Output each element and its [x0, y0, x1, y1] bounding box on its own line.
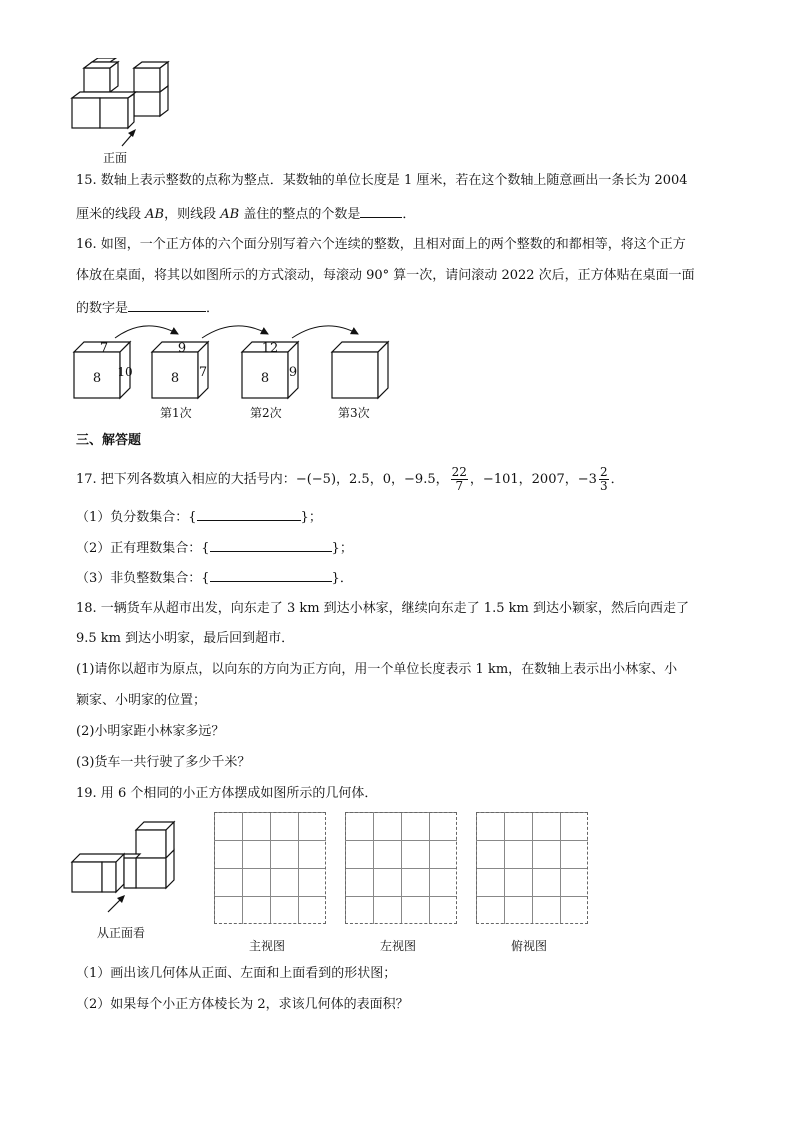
q17-item-5: −101: [482, 472, 519, 487]
grid-label-left: 左视图: [380, 939, 417, 953]
q17-part2: [76, 537, 353, 558]
q19-line1: 19. 用 6 个相同的小正方体摆成如图所示的几何体．: [76, 786, 378, 801]
q15-text-b: ，则线段: [164, 207, 221, 222]
q15-var-ab-2: AB: [220, 207, 240, 222]
cube-3-side: 9: [288, 365, 298, 380]
frac-den: 7: [455, 479, 464, 493]
q17-p3-blank[interactable]: [210, 567, 332, 582]
q17-item-2: 2.5: [349, 472, 370, 487]
sep: ，: [435, 472, 449, 487]
top-view-grid[interactable]: [476, 812, 588, 924]
q15-answer-blank[interactable]: [360, 203, 402, 218]
q17-p1-label: （1）负分数集合：{: [76, 510, 197, 525]
grid-label-top: 俯视图: [511, 939, 548, 953]
q17-fraction: [451, 466, 468, 493]
cube-stack-figure-q14: [70, 58, 180, 158]
sep: ，: [518, 472, 532, 487]
cube-stack-figure-q19: [70, 818, 190, 918]
sep: ，: [564, 472, 578, 487]
q17-p2-end: }；: [331, 541, 353, 556]
sep: ，: [369, 472, 383, 487]
q16-line1: 16. 如图，一个正方体的六个面分别写着六个连续的整数，且相对面上的两个整数的和都相等，将这个正方: [76, 237, 686, 252]
cube-1-top: 7: [99, 341, 109, 356]
q17-p1-blank[interactable]: [197, 506, 301, 521]
cube-3-top: 12: [261, 341, 279, 356]
grid-label-front: 主视图: [249, 939, 286, 953]
q15-line1: 15. 数轴上表示整数的点称为整点．某数轴的单位长度是 1 厘米，若在这个数轴上随意画出一条长为 2004: [76, 173, 688, 188]
sep: ，: [336, 472, 350, 487]
q17-item-3: 0: [382, 472, 392, 487]
cube-4: [332, 342, 388, 398]
q17-item-1: −(−5): [295, 472, 337, 487]
q17-mixed-whole: −3: [577, 472, 597, 487]
q19-part1: （1）画出该几何体从正面、左面和上面看到的形状图；: [76, 966, 397, 981]
front-view-grid[interactable]: [214, 812, 326, 924]
cube-1-side: 10: [117, 365, 133, 379]
q15-text-a: 厘米的线段: [76, 207, 146, 222]
q18-line2: 9.5 km 到达小明家，最后回到超市．: [76, 631, 295, 646]
q17-line: [76, 465, 624, 495]
q17-p3-label: （3）非负整数集合：{: [76, 571, 210, 586]
q15-text-c: 盖住的整点的个数是: [239, 207, 361, 222]
q18-sub1-line2: 颖家、小明家的位置；: [76, 693, 207, 708]
q17-p1-end: }；: [300, 510, 322, 525]
q17-item-6: 2007: [531, 472, 565, 487]
sep: ，: [469, 472, 483, 487]
caption-roll-1: 第1次: [160, 406, 192, 420]
q15-end: ．: [402, 207, 416, 222]
caption-roll-2: 第2次: [250, 406, 282, 420]
sep: ，: [391, 472, 405, 487]
front-label-q14: 正面: [103, 151, 128, 165]
q17-part1: [76, 506, 322, 527]
cube-2-top: 9: [177, 341, 187, 356]
caption-roll-3: 第3次: [338, 406, 370, 420]
q19-part2: （2）如果每个小正方体棱长为 2，求该几何体的表面积？: [76, 997, 409, 1012]
frac-num: 2: [599, 465, 608, 479]
q17-mixed-frac: [599, 466, 609, 493]
q17-end: ．: [610, 472, 624, 487]
cube-2-front: 8: [170, 371, 180, 386]
q18-line1: 18. 一辆货车从超市出发，向东走了 3 km 到达小林家，继续向东走了 1.5 km 到达小颖家，然后向西走了: [76, 601, 689, 616]
q17-p2-label: （2）正有理数集合：{: [76, 541, 210, 556]
cube-3-front: 8: [260, 371, 270, 386]
frac-den: 3: [599, 479, 608, 493]
q16-answer-blank[interactable]: [128, 297, 206, 312]
q18-sub2: (2)小明家距小林家多远？: [76, 724, 225, 739]
q16-text: 的数字是: [76, 301, 129, 316]
q16-line2: 体放在桌面，将其以如图所示的方式滚动，每滚动 90° 算一次，请问滚动 2022 次后，正方体贴在桌面一面: [76, 268, 695, 283]
cube-2-side: 7: [198, 365, 208, 380]
q17-part3: [76, 567, 353, 588]
left-view-grid[interactable]: [345, 812, 457, 924]
q17-intro: 17. 把下列各数填入相应的大括号内：: [76, 472, 296, 487]
q17-item-4: −9.5: [404, 472, 436, 487]
front-view-label-q19: 从正面看: [97, 926, 146, 940]
cube-1-front: 8: [92, 371, 102, 386]
q15-var-ab-1: AB: [145, 207, 165, 222]
q18-sub3: (3)货车一共行驶了多少千米？: [76, 755, 251, 770]
q18-sub1-line1: (1)请你以超市为原点，以向东的方向为正方向，用一个单位长度表示 1 km，在数轴上表示出小林家、小: [76, 662, 678, 677]
rolling-cubes-figure: [70, 320, 400, 402]
q16-line3: [76, 297, 219, 318]
q16-end: ．: [206, 301, 220, 316]
q17-p2-blank[interactable]: [210, 537, 332, 552]
q17-p3-end: }．: [331, 571, 353, 586]
frac-num: 22: [451, 465, 467, 479]
q15-line2: [76, 203, 415, 224]
section-title: 三、解答题: [76, 433, 142, 448]
